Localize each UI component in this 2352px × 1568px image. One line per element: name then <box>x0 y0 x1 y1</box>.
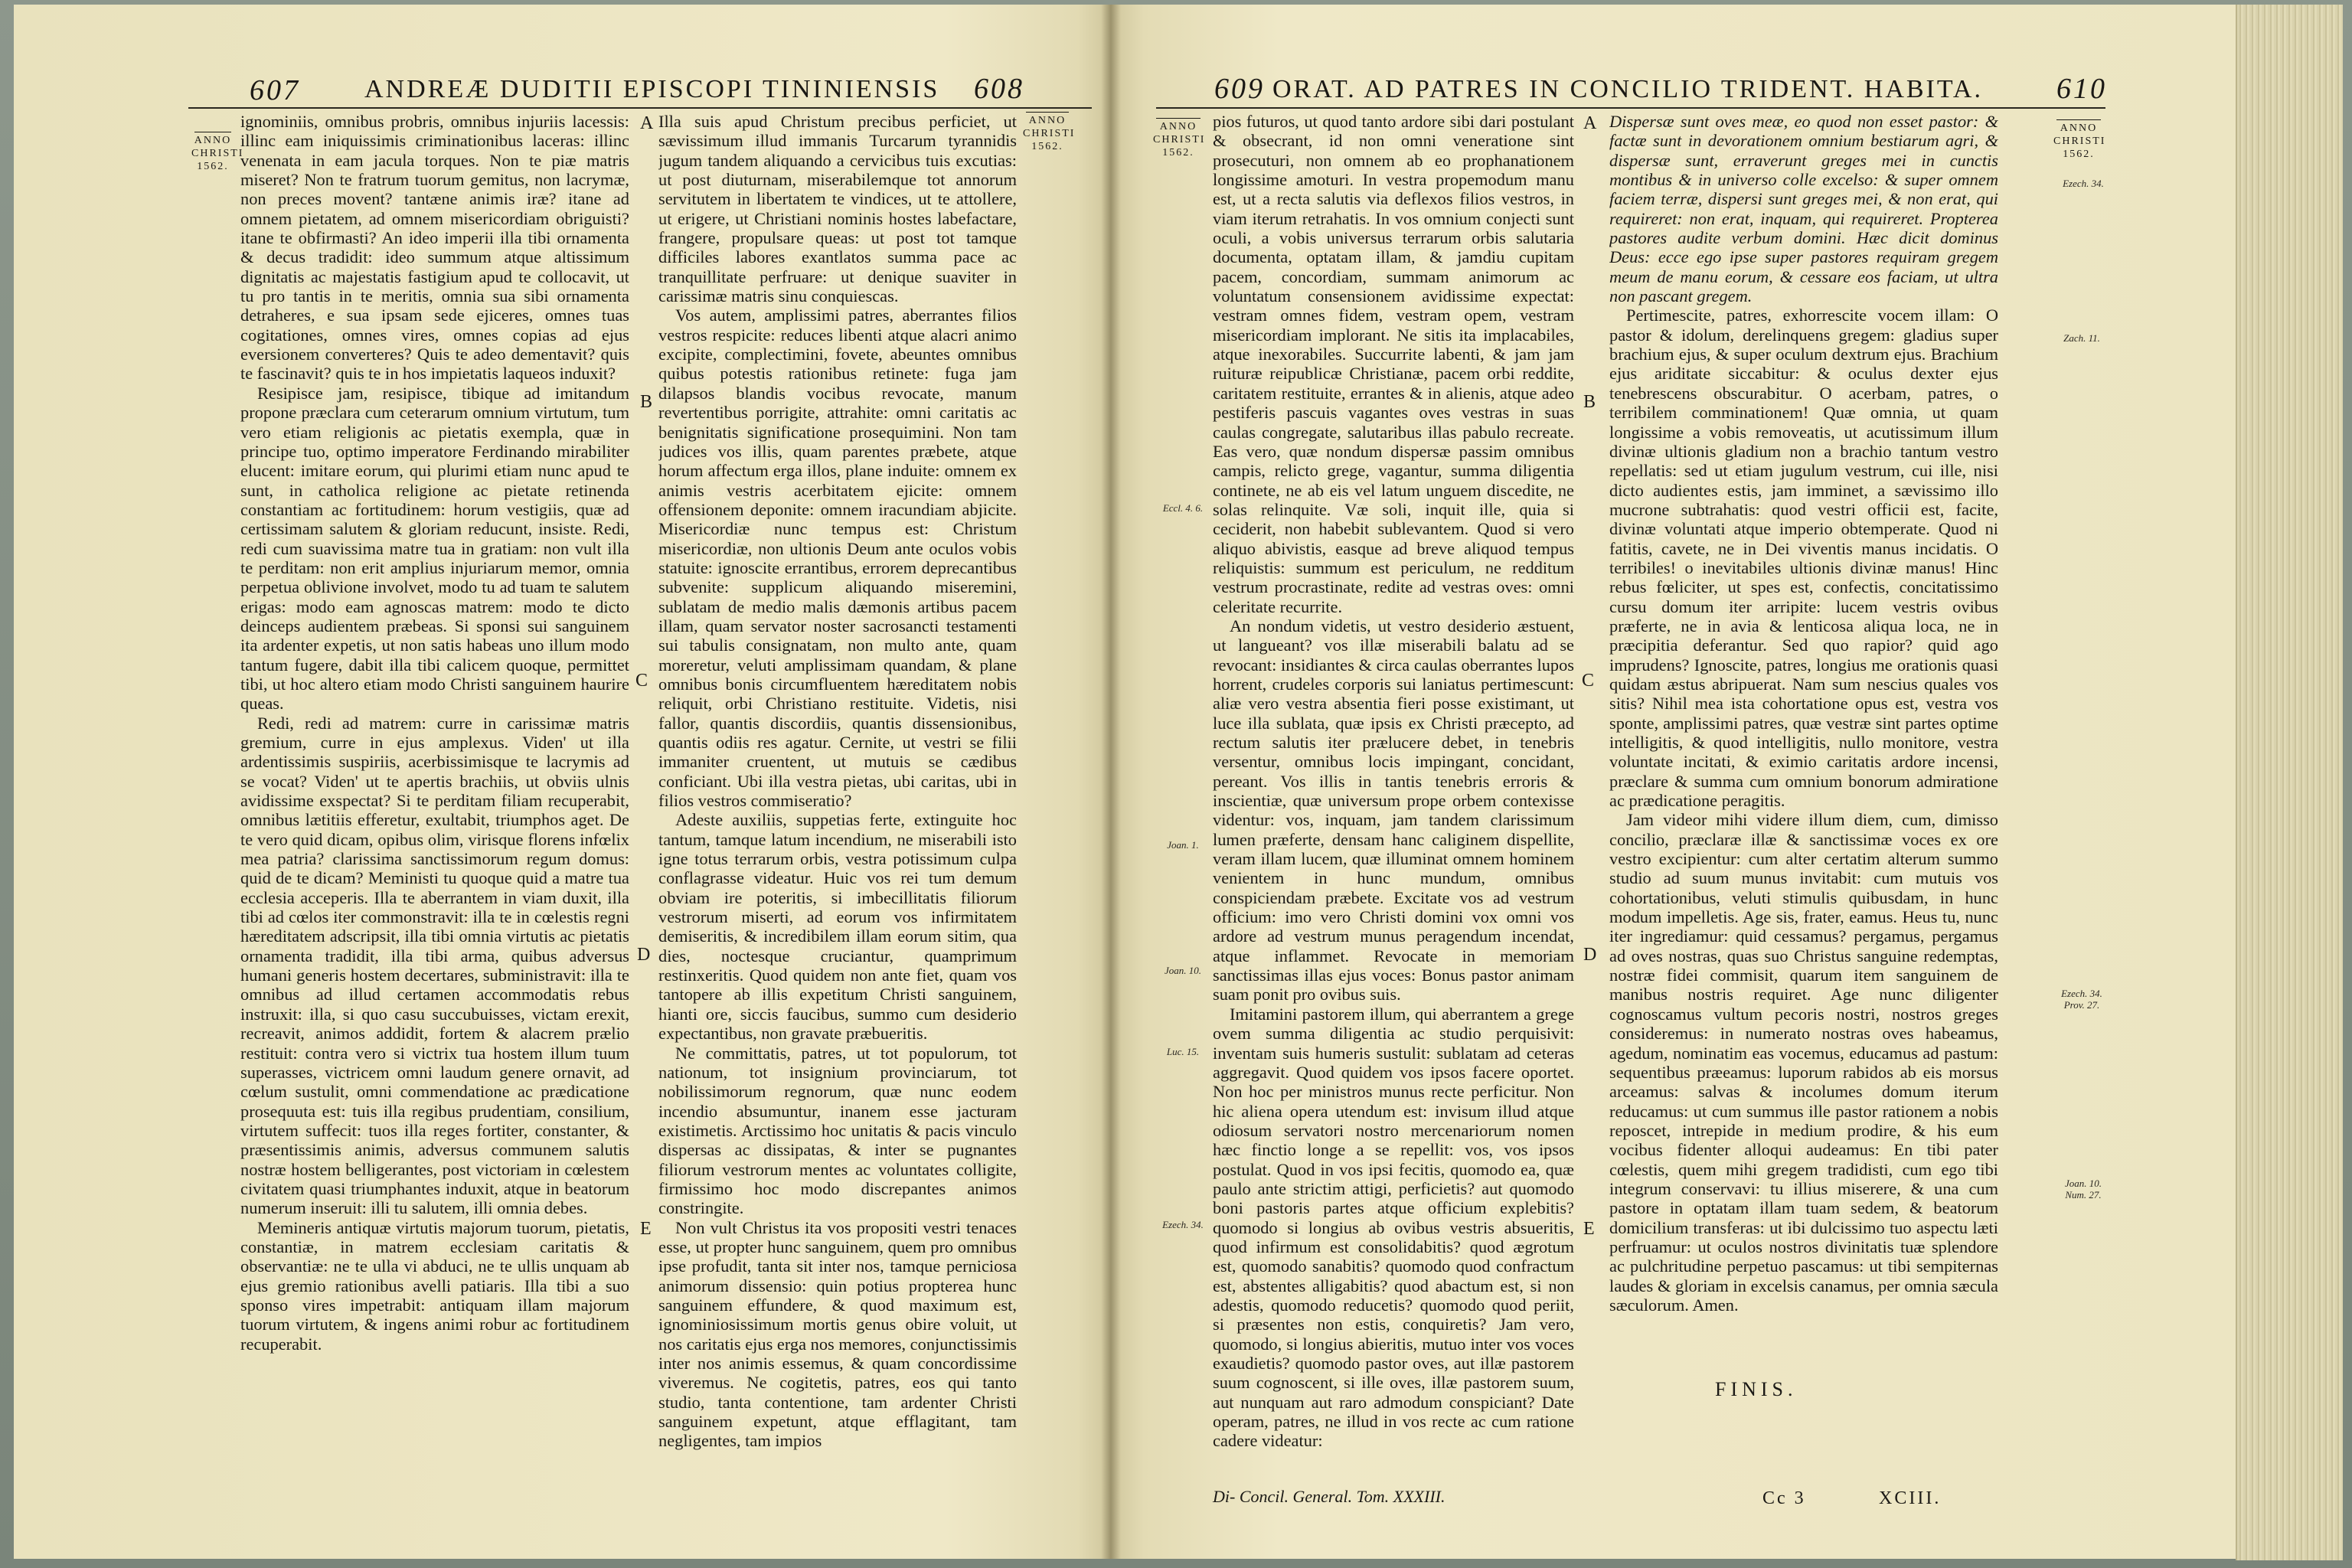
left-page <box>14 5 1110 1559</box>
section-marker-c: C <box>1582 671 1595 691</box>
year-note-anno: ANNO <box>1159 121 1197 132</box>
margin-note-joan: Joan. 10. Num. 27. <box>2064 1178 2102 1200</box>
year-note-year: 1562. <box>2063 149 2095 160</box>
right-page <box>1110 5 2236 1559</box>
left-page-column-1 <box>240 112 629 1505</box>
left-page-column-2 <box>658 112 1017 1521</box>
header-rule-left <box>188 107 1092 109</box>
header-rule-right <box>1156 107 2105 109</box>
section-marker-a: A <box>1583 113 1597 133</box>
paragraph: Memineris antiquæ virtutis majorum tuorum, pietatis, constantiæ, in matrem ecclesiam caritatis & observantiæ: ne te ulla vi abduci, ne te ullis unquam ab ejus gremio rationibus avelli patiaris. Illa tibi a suo sponso vires impetrabit: antiquam illam majorum tuorum virtutem, & ingens animi robur ac fortitudinem recuperabit. <box>240 1217 629 1354</box>
section-marker-c: C <box>635 671 648 691</box>
paragraph: ignominiis, omnibus probris, omnibus injuriis lacessis: illinc eam iniquissimis criminationibus laceras: illinc venenata in eam jacula torques. Non te piæ matris miseret? Non te fratrum tuorum gemitus, non lacrymæ, non preces movent? tantæne animis iræ? itane ad omnem pietatem, ad omnem misericordiam obriguisti? itane te obfirmasti? An ideo imperii illa tibi ornamenta & decus tradidit: ideo summum atque altissimum dignitatis ac majestatis fastigium apud te collocavit, ut tu pro tantis in te meritis, omnia sua sibi ornamenta detraheres, e sua ipsam sede ejiceres, omnes tuas cogitationes, omnes vires, omnes copias ad ejus eversionem converteres? Quis te adeo dementavit? quis te fascinavit? quis te in hos impietatis laqueos induxit? <box>240 112 629 384</box>
section-marker-b: B <box>1583 392 1596 412</box>
margin-note-zach: Zach. 11. <box>2063 332 2100 344</box>
year-note-right-outer <box>2053 119 2104 161</box>
year-note-left-inner <box>1023 112 1076 153</box>
paragraph: Non vult Christus ita vos propositi vestri tenaces esse, ut propter hunc sanguinem, quem pro omnibus ipse profudit, tanta sit inter nos, tamque perniciosa animorum dissensio: quin potius propterea hunc sanguinem effundere, & quod maximum est, ignominiosissimum mortis genus obire voluit, ut nos caritatis ejus erga nos memores, conjunctissimis inter nos animis essemus, & quam concordissime viveremus. Ne cogitetis, patres, eos qui tanto studio, tanta contentione, tam ardenter Christi sanguinem expetunt, atque efflagitant, tam negligentes, tam impios <box>658 1217 1017 1451</box>
paragraph: Redi, redi ad matrem: curre in carissimæ matris gremium, curre in ejus amplexus. Viden' ut illa ardentissimis suspiriis, acerbissimisque te lacrymis ad se vocat? Viden' ut te apertis brachiis, ut obviis ulnis avidissime exspectat? Si te perditam filiam recuperabit, omnibus lætitiis efferetur, exultabit, triumphos aget. De te vero quid dicam, opibus olim, virisque florens infœlix mea patria? clarissima sanctissimorum regum domus: quid de te dicam? Meministi tu quoque quid a matre tua ecclesia acceperis. Illa te aberrantem in viam duxit, illa tibi ad cœlos iter commonstravit: illa te in cœlestis regni hæreditatem adscripsit, illa tibi omnia virtutis ac pietatis ornamenta tradidit, illa tibi arma, quibus adversus humani generis hostem decertares, subministravit: illa te omnibus ad illud certamen accommodatis rebus instruxit: illa, si quo casu succubuisses, victam erexit, recreavit, animos addidit, fortem & alacrem prælio restituit: contra vero si victrix tua hostem illum tuum superasses, victricem omni laudum genere ornavit, ad cœlum sustulit, omni commendatione ac prædicatione prosequuta est: tuis illa regibus prudentiam, consilium, virtutem suffecit: tuos illa reges fortiter, constanter, & præsentissimis animis, adversus communem salutis nostræ hostem belligerantes, post victoriam in cœlestem civitatem quasi triumphantes induxit, atque in beatorum numerum inseruit: illi tu salutem, illi omnia debes. <box>240 713 629 1218</box>
page-number-610: 610 <box>2056 73 2107 105</box>
open-book <box>14 5 2341 1563</box>
section-marker-d: D <box>1583 945 1597 965</box>
page-edges <box>2236 5 2343 1560</box>
page-number-607: 607 <box>250 74 300 106</box>
right-page-column-2 <box>1609 112 1998 1429</box>
year-note-year: 1562. <box>1162 147 1194 158</box>
year-note-right-inner <box>1153 118 1204 159</box>
page-number-609: 609 <box>1214 73 1265 105</box>
signature-mark: Cc 3 <box>1762 1488 1806 1508</box>
margin-note-eccl: Eccl. 4. 6. <box>1162 502 1204 514</box>
paragraph: Illa suis apud Christum precibus perficiet, ut sævissimum illud immanis Turcarum tyrannidis jugum tandem aliquando a cervicibus tuis excutias: ut post diuturnam, miserabilemque tot annorum servitutem in libertatem te vindices, ut te attollere, ut erigere, ut Christiani nominis hostes labefactare, frangere, propulsare queas: ut post tot tamque difficiles labores exantlatos summa pace ac tranquillitate perfruare: ut denique suaviter in carissimæ matris sinu conquiescas. <box>658 112 1017 306</box>
margin-note-ezech: Ezech. 34. Prov. 27. <box>2061 988 2102 1011</box>
running-title-left: ANDREÆ DUDITII EPISCOPI TININIENSIS <box>364 75 940 103</box>
margin-note-joan: Joan. 1. <box>1167 839 1199 851</box>
section-marker-e: E <box>640 1219 652 1239</box>
margin-note-ezech: Ezech. 34. <box>2063 178 2104 189</box>
paragraph: Jam videor mihi videre illum diem, cum, dimisso concilio, præclaræ illæ & sanctissimæ voces ex ore vestro excipientur: cum alter certatim alterum summo studio ad suum munus invitabit: cum mutuis vos cohortationibus, veluti stimulis quibusdam, in hunc modum impelletis. Age sis, frater, eamus. Heus tu, nunc iter ingrediamur: quid cessamus? pergamus, pergamus ad oves nostras, quas suo Christus sanguine redemptas, nostræ fidei commisit, quarum item sanguinem de manibus nostris requiret. Age nunc diligenter cognoscamus vultum pecoris nostri, nostros greges consideremus: in numerato nostras oves habeamus, agedum, nominatim eas vocemus, educamus ad pastum: sequentibus præeamus: luporum rabidos ab eis morsus arceamus: salvas & incolumes domum iterum reducamus: ut cum summus ille pastor rationem a nobis reposcet, intrepide in medium prodire, & his eum vocibus fidenter alloqui audeamus: En tibi pater cœlestis, quem mihi gregem tradidisti, cum ego tibi integrum conservavi: tu illius miserere, & una cum pastore in optatam illam tuam sedem, & beatorum domicilium transferas: ut ibi dulcissimo tuo aspectu læti perfruamur: ut oculos nostros divinitatis tuæ splendore ac pulchritudine perpetuo pascamus: ut tibi sempiternas laudes & gloriam in excelsis canamus, per omnia sæcula sæculorum. Amen. <box>1609 810 1998 1315</box>
margin-note-ezech: Ezech. 34. <box>1162 1219 1204 1230</box>
section-marker-d: D <box>637 945 651 965</box>
margin-note-luc: Luc. 15. <box>1166 1046 1200 1057</box>
year-note-year: 1562. <box>197 161 229 172</box>
folio-number: XCIII. <box>1879 1488 1942 1508</box>
paragraph: pios futuros, ut quod tanto ardore sibi dari postulant & obsecrant, id non omni veneratione sint prosecuturi, non omnem ab eo prophanationem longissime amoturi. In vestra propemodum manu est, ut a recta salutis via deflexos filios vestros, in viam iterum retrahatis. In vos omnium conjecti sunt oculi, a vobis universus terrarum orbis salutaria documenta, optatam illam, & jamdiu cupitam pacem, concordiam, summam animorum ac voluntatum consensionem avidissime expectat: vestram omnes fidem, vestram opem, vestram misericordiam implorant. Ne sitis ita implacabiles, atque inexorabiles. Succurrite labenti, & jam jam ruituræ reipublicæ Christianæ, pacem orbi reddite, caritatem restituite, errantes & in alienis, atque adeo pestiferis pascuis vagantes oves vestras in suas caulas congregate, salutaribus illas pabulo recreate. Eas vero, quæ nondum dispersæ passim omnibus campis, relicto grege, vagantur, summa diligentia continete, ne ab eis vel latum unguem discedite, ne solas relinquite. Væ soli, inquit ille, quia si ceciderit, non habebit sublevantem. Quod si vero aliquo abivistis, easque ad breve aliquod tempus reliquistis: summum est periculum, ne redditum vestrum procrastinate, redite ad vestras oves: omni celeritate recurrite. <box>1213 112 1574 616</box>
year-note-anno: ANNO <box>194 135 232 146</box>
running-title-right: ORAT. AD PATRES IN CONCILIO TRIDENT. HABITA. <box>1272 75 1983 103</box>
book-gutter <box>1101 5 1121 1559</box>
year-note-anno: ANNO <box>1028 115 1067 126</box>
paragraph: Dispersæ sunt oves meæ, eo quod non esset pastor: & factæ sunt in devorationem omnium bestiarum agri, & dispersæ sunt, erraverunt greges mei in cunctis montibus & in universo colle excelso: & super omnem faciem terræ, dispersi sunt greges mei, & non erat, qui requireret: non erat, inquam, qui requireret. Propterea pastores audite verbum domini. Hæc dicit dominus Deus: ecce ego ipse super pastores requiram gregem meum de manu eorum, & cessare eos faciam, ut ultra non pascant gregem. <box>1609 112 1998 306</box>
paragraph: An nondum videtis, ut vestro desiderio æstuent, ut langueant? vos illæ miserabili balatu ad se revocant: insidiantes & circa caulas oberrantes lupos horrent, crudeles corporis sui laniatus pertimescunt: aliæ vero vestra absentia fieri posse existimant, ut luce illa sublata, quæ ipsis ex Christi præcepto, ad rectum salutis iter prælucere debet, in tenebris versentur, omnibus locis impingant, concidant, pereant. Vos illis in tantis tenebris erroris & inscientiæ, quæ universum prope orbem contexisse videntur: vos, inquam, jam tandem clarissimum lumen præferte, densam hanc caliginem dispellite, veram illam lucem, quæ illuminat omnem hominem venientem in hunc mundum, omnibus conspiciendam præbete. Excitate vos ad vestrum officium: imo vero Christi domini vox omni vos ardore ad vestrum munus peragendum incendat, atque inflammet. Revocate in memoriam sanctissimas illas ejus voces: Bonus pastor animam suam ponit pro ovibus suis. <box>1213 616 1574 1004</box>
section-marker-b: B <box>640 392 653 412</box>
footnote-reference: Di- Concil. General. Tom. XXXIII. <box>1213 1487 1446 1506</box>
margin-note-joan: Joan. 10. <box>1164 965 1202 976</box>
year-note-left <box>191 132 244 173</box>
paragraph: Resipisce jam, resipisce, tibique ad imitandum propone præclara cum ceterarum omnium virtutum, tum vero etiam religionis ac pietatis exempla, quæ in principe tuo, optimo imperatore Ferdinando mirabiliter elucent: imitare eorum, qui plurimi etiam nunc apud te sunt, in catholica religione ac pietate retinenda constantiam ac fortitudinem: horum vestigiis, quæ ad certissimam salutem & gloriam reducunt, insiste. Redi, redi cum suavissima matre tua in gratiam: non vult illa te perditam: non erit amplius injuriarum memor, omnia perpetua oblivione involvet, modo tu ad tuam te salutem erigas: modo eam agnoscas matrem: modo te dicto deinceps audientem præbeas. Si sponsi sui sanguinem ita ardenter expetis, ut non satis habeas uno illum modo tantum fugere, dabit illa tibi calicem quoque, permittet tibi, ut hoc altero etiam modo Christi sanguinem haurire queas. <box>240 383 629 714</box>
finis-heading: FINIS. <box>1715 1378 1798 1400</box>
year-note-christi: CHRISTI <box>2053 136 2106 147</box>
section-marker-a: A <box>640 113 654 133</box>
year-note-christi: CHRISTI <box>1023 128 1076 139</box>
year-note-anno: ANNO <box>2060 122 2098 134</box>
paragraph: Vos autem, amplissimi patres, aberrantes filios vestros respicite: reduces libenti atque alacri animo excipite, complectimini, fovete, abeuntes omnibus quibus potestis rationibus retinete: fuga jam dilapsos blandis vocibus revocate, manum revertentibus porrigite, attrahite: omni caritatis ac benignitatis significatione prosequimini. Non tam judices vos illis, quam parentes præbete, atque horum affectum erga illos, plane induite: omnem ex animis vestris acerbitatem ejicite: omnem offensionem deponite: omnem iracundiam abjicite. Misericordiæ nunc tempus est: Christum misericordiæ, non ultionis Deum ante oculos vobis statuite: ignoscite errantibus, errorem deprecantibus subvenite: supplicum aliquando miseremini, sublatam de medio malis dæmonis artibus pacem illam, quam servator noster sacrosancti testamenti sui tabulis consignatam, non multo ante, quam moreretur, veluti amplissimam quandam, & plane omnibus bonis circumfluentem hæreditatem nobis reliquit, orbi Christiano restituite. Videtis, nisi fallor, quantis discordiis, quantis dissensionibus, quantis odiis res agatur. Cernite, ut vestri se filii immaniter cruentent, ut mutuis se cædibus conficiant. Ubi illa vestra pietas, ubi caritas, ubi in filios vestros commiseratio? <box>658 305 1017 811</box>
right-page-column-1 <box>1213 112 1574 1482</box>
section-marker-e: E <box>1583 1219 1595 1239</box>
year-note-christi: CHRISTI <box>191 148 244 159</box>
year-note-christi: CHRISTI <box>1153 134 1206 145</box>
page-number-608: 608 <box>974 73 1024 105</box>
paragraph: Ne committatis, patres, ut tot populorum, tot nationum, tot insignium provinciarum, tot nobilissimorum regnorum, quæ nunc eodem incendio absumuntur, inanem esse jacturam existimetis. Arctissimo hoc unitatis & pacis vinculo dispersas ac dissipatas, & inter se pugnantes filiorum vestrorum mentes ac voluntates colligite, firmissimo hoc modo discrepantes animos constringite. <box>658 1043 1017 1218</box>
year-note-year: 1562. <box>1031 141 1063 152</box>
paragraph: Adeste auxiliis, suppetias ferte, extinguite hoc tantum, tamque latum incendium, ne miserabili isto igne totus terrarum orbis, vestra potissimum culpa conflagrasse videatur. Huic vos rei tum demum obviam ire poteritis, si imbecillitatis filiorum vestrorum miserti, ad eorum vos infirmitatem demiseritis, & incredibilem illam eorum sitim, qua dies, noctesque cruciantur, quamprimum restinxeritis. Quod quidem non ante fiet, quam vos tantopere ab illis expetitum Christi sanguinem, hianti ore, siccis faucibus, summo cum desiderio expectantibus, non gravate præbueritis. <box>658 810 1017 1044</box>
paragraph: Pertimescite, patres, exhorrescite vocem illam: O pastor & idolum, derelinquens gregem: gladius super brachium ejus, & super oculum dextrum ejus. Brachium ejus ariditate siccabitur: & oculus dexter ejus tenebrescens obscurabitur. O acerbam, patres, o terribilem comminationem! Quæ omnia, ut quam longissime a vobis removeatis, ut acutissimum illum divinæ ultionis gladium non a brachio tantum vestro repellatis: sed ut etiam jugulum vestrum, cui ille, nisi dicto audientes estis, jam imminet, a sævissimo illo mucrone subtrahatis: quod vestri officii est, facite, divinæ voluntati atque imperio obtemperate. Quod ni fatitis, cavete, ne in Dei viventis manus incidatis. O terribiles! o inevitabiles ultionis divinæ manus! Hinc rebus fœliciter, ut spes est, confectis, concitatissimo cursu domum iter arripite: lucem vestris ovibus præferte, ne in avia & lenticosa aliqua loca, ne in præcipitia deferantur. Sed quo rapior? quid ago imprudens? Ignoscite, patres, longius me orationis quasi quidam æstus abripuerat. Nam sum nescius quales vos sitis? Nihil mea ista cohortatione opus est, vestra vos sponte, amplissimi patres, quæ vestræ sint partes optime intelligitis, & quod intelligitis, nullo monitore, vestra voluntate incitati, & eximio caritatis ardore incensi, præclare & summa cum omnium bonorum admiratione ac prædicatione peragitis. <box>1609 305 1998 811</box>
paragraph: Imitamini pastorem illum, qui aberrantem a grege ovem summa diligentia ac studio perquisivit: inventam suis humeris sustulit: sublatam ad ceteras aggregavit. Quod quidem vos ipsos facere oportet. Non hoc per ministros munus recte perficitur. Non hic aliena opera utendum est: invisum illud atque odiosum servatori nostro mercenariorum nomen hæc finctio longe a se repellit: vos, vos ipsos postulat. Quod in vos ipsi fecitis, quomodo ea, quæ paulo ante strictim attigi, perficietis? aut quomodo boni pastoris partes atque officium explebitis? quomodo si longius ab ovibus vestris absueritis, quod infirmum est consolidabitis? quod ægrotum est, quomodo sanabitis? quomodo quod confractum est, abstentes alligabitis? quod abactum est, si non adestis, quomodo reducetis? quomodo quod periit, si præsentes non estis, conquiretis? Jam vero, quomodo, si longius abieritis, mutuo inter vos voces exaudietis? quomodo pastor oves, aut illæ pastorem suum cognoscent, si ille oves, illæ pastorem suum, aut nunquam aut raro admodum conspiciant? Date operam, patres, ne illud in vos recte ac cum ratione cadere videatur: <box>1213 1004 1574 1451</box>
